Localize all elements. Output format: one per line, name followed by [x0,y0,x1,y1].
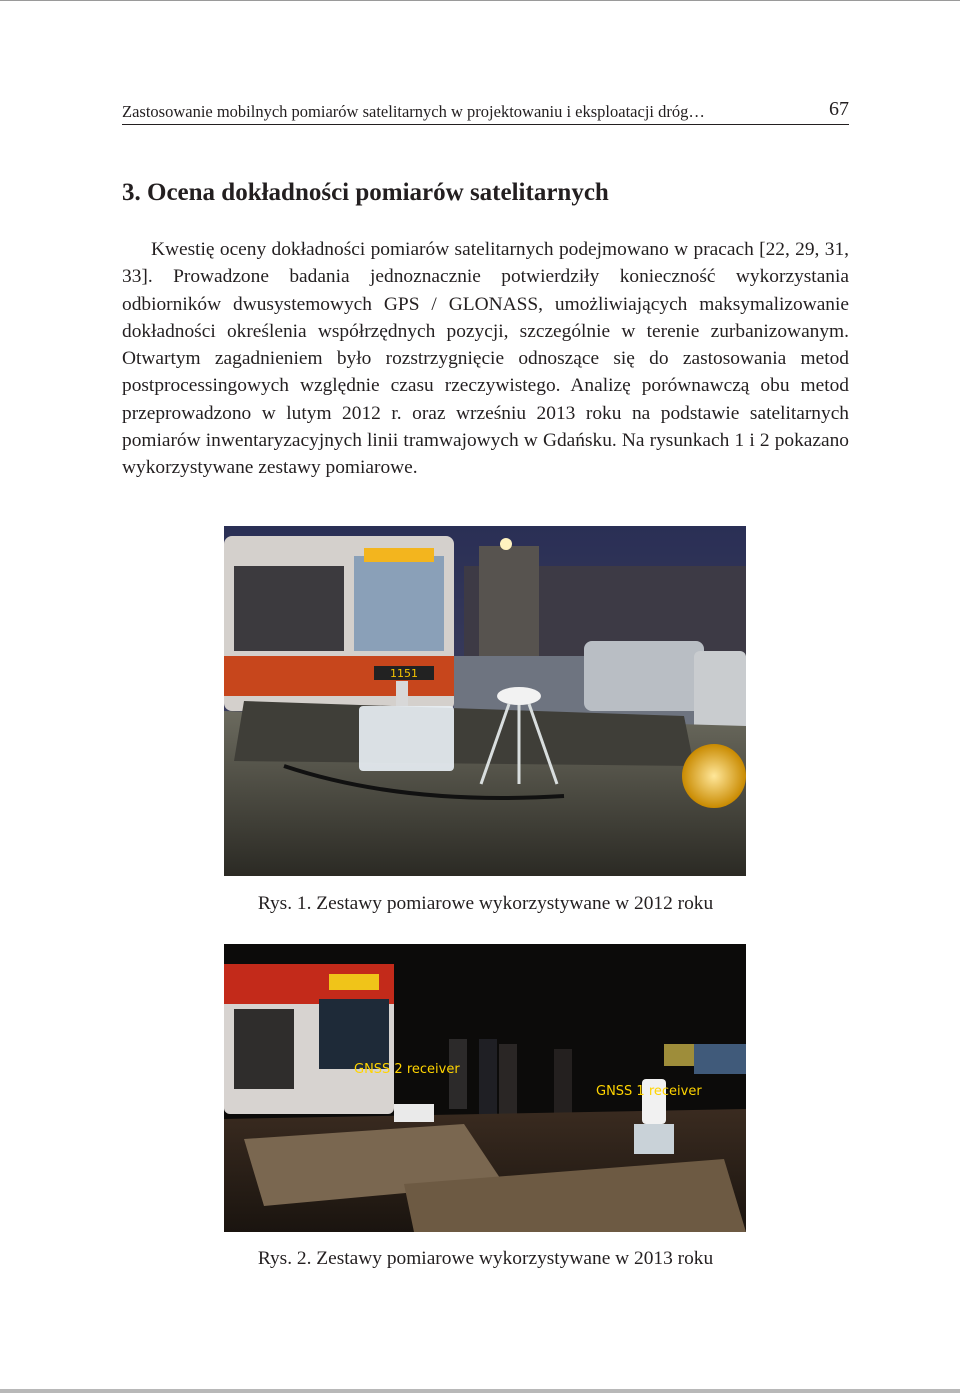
running-head-title: Zastosowanie mobilnych pomiarów satelitarnych w projektowaniu i eksploatacji dróg… [122,102,705,121]
figure-1-photo [224,526,746,876]
page-top-rule [0,0,960,1]
body-paragraph: Kwestię oceny dokładności pomiarów satelitarnych podejmowano w pracach [22, 29, 31, 33]. Prowadzone badania jednoznacznie potwierdziły konieczność wykorzystania odbiorników dwusystemowych GPS / GLONASS, umożliwiających maksymalizowanie dokładności określenia współrzędnych pozycji, szczególnie w terenie zurbanizowanym. Otwartym zagadnieniem było rozstrzygnięcie odnoszące się do zastosowania metod postprocessingowych względnie czasu rzeczywistego. Analizę porównawczą obu metod przeprowadzono w lutym 2012 r. oraz wrześniu 2013 roku na podstawie satelitarnych pomiarów inwentaryzacyjnych linii tramwajowych w Gdańsku. Na rysunkach 1 i 2 pokazano wykorzystywane zestawy pomiarowe. [122,239,849,479]
page-bottom-rule [0,1389,960,1393]
figure-2-photo [224,944,746,1232]
tram-number-label: 1151 [390,667,418,680]
figure-2-caption: Rys. 2. Zestawy pomiarowe wykorzystywane w 2013 roku [257,1248,714,1269]
figure-1-caption: Rys. 1. Zestawy pomiarowe wykorzystywane w 2012 roku [257,893,714,914]
running-head [122,98,849,125]
section-title: 3. Ocena dokładności pomiarów satelitarnych [122,179,609,206]
page-number: 67 [829,98,849,120]
gnss-2-receiver-label: GNSS 2 receiver [354,1062,460,1077]
gnss-1-receiver-label: GNSS 1 receiver [596,1084,702,1099]
